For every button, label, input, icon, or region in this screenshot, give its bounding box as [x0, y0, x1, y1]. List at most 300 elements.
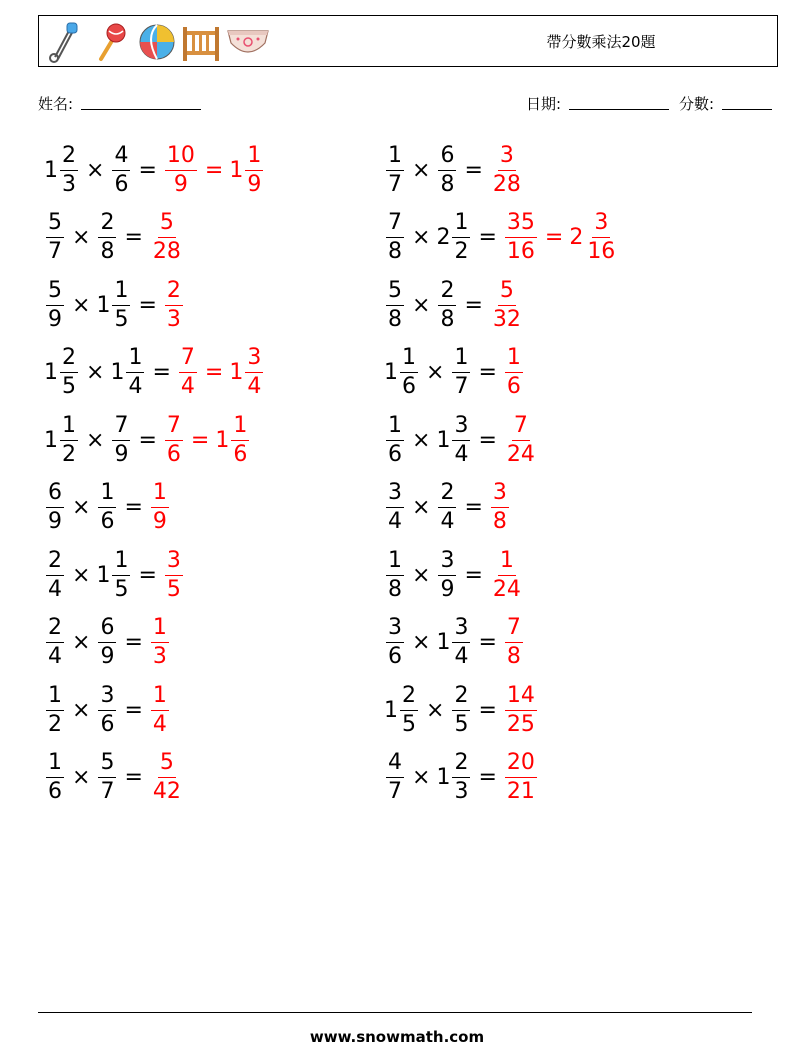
factor-a-number [384, 547, 406, 604]
answer [163, 142, 265, 199]
factor-a-denominator: 7 [388, 779, 402, 804]
factor-b-fraction [438, 547, 456, 604]
factor-a-number [384, 277, 406, 334]
factor-b-denominator: 9 [100, 644, 115, 669]
factor-b-numerator: 6 [438, 142, 456, 171]
beach-ball-icon [137, 21, 177, 63]
answer-denominator: 9 [173, 171, 188, 197]
factor-b-denominator: 8 [440, 306, 455, 332]
answer-fraction [505, 749, 537, 806]
factor-b-numerator: 3 [438, 547, 456, 576]
factor-b-numerator: 1 [126, 344, 144, 373]
answer-fraction [505, 614, 523, 671]
factor-a-whole: 1 [384, 360, 398, 385]
times-sign: × [412, 630, 431, 655]
header-box [38, 15, 778, 67]
factor-b-fraction [112, 277, 130, 334]
answer-numerator: 1 [505, 344, 523, 373]
factor-a-fraction [386, 547, 404, 604]
factor-a-number [384, 412, 406, 469]
problem-item [384, 203, 619, 273]
factor-b-fraction [112, 142, 130, 199]
answer-numerator: 35 [505, 209, 537, 238]
answer [503, 412, 539, 469]
factor-a-denominator: 6 [402, 374, 416, 399]
answer-number [163, 277, 185, 334]
factor-a-denominator: 7 [388, 171, 402, 197]
factor-a-number [44, 614, 66, 671]
equals-sign: = [478, 225, 497, 250]
factor-b-numerator: 2 [98, 209, 116, 238]
answer [163, 547, 185, 604]
factor-a-numerator: 1 [386, 547, 404, 576]
factor-b-numerator: 1 [452, 344, 470, 373]
answer-numerator: 1 [151, 479, 169, 508]
answer-denominator: 28 [152, 239, 181, 264]
factor-a-denominator: 2 [62, 441, 76, 467]
times-sign: × [86, 427, 105, 453]
equals-sign: = [478, 697, 497, 723]
equals-sign: = [124, 630, 143, 655]
answer-mixed-whole: 1 [215, 427, 230, 453]
factor-b-denominator: 8 [440, 171, 455, 197]
answer-number [503, 344, 525, 401]
answer [489, 277, 525, 334]
factor-a-fraction [386, 614, 404, 671]
factor-a-numerator: 1 [400, 344, 418, 373]
factor-a-denominator: 5 [62, 374, 76, 399]
factor-a-fraction [400, 682, 418, 739]
answer-equals-sign: = [544, 225, 564, 250]
times-sign: × [412, 495, 431, 520]
problem-item [44, 405, 251, 475]
problem-item [44, 743, 185, 813]
factor-b-number [110, 412, 132, 469]
factor-b-number [436, 209, 472, 266]
answer-fraction [165, 277, 183, 334]
factor-a-numerator: 5 [386, 277, 404, 306]
answer-denominator: 3 [152, 644, 167, 669]
factor-b-fraction [452, 614, 470, 671]
factor-b-number [450, 682, 472, 739]
factor-b-denominator: 4 [454, 644, 469, 669]
factor-a-fraction [386, 277, 404, 334]
factor-a-numerator: 2 [60, 142, 78, 171]
factor-b-whole: 1 [436, 765, 451, 790]
factor-a-whole: 1 [384, 697, 398, 723]
answer-fraction [151, 479, 169, 536]
name-label: 姓名: [38, 95, 74, 113]
problem-item [384, 743, 539, 813]
factor-b-numerator: 3 [452, 412, 470, 441]
factor-b-fraction [98, 479, 116, 536]
times-sign: × [72, 765, 91, 790]
answer-mixed-fraction [585, 209, 617, 266]
factor-a-numerator: 6 [46, 479, 64, 508]
answer-numerator: 1 [151, 614, 169, 643]
problem-item [44, 540, 185, 610]
answer-numerator: 3 [498, 142, 516, 171]
factor-a-denominator: 6 [388, 441, 402, 467]
factor-b-numerator: 2 [452, 749, 470, 778]
answer-number [503, 209, 539, 266]
answer-fraction [505, 682, 537, 739]
factor-b-fraction [112, 547, 130, 604]
equals-sign: = [138, 292, 157, 318]
factor-b-numerator: 3 [98, 682, 116, 711]
answer-fraction [505, 209, 537, 266]
factor-a-denominator: 7 [48, 239, 62, 264]
answer [177, 344, 265, 401]
answer-fraction [165, 142, 197, 199]
factor-b-denominator: 9 [440, 576, 455, 602]
answer-numerator: 1 [498, 547, 516, 576]
times-sign: × [412, 157, 431, 183]
factor-b-fraction [438, 277, 456, 334]
answer-number [149, 209, 185, 266]
factor-b-denominator: 5 [114, 576, 129, 602]
answer-fraction [505, 412, 537, 469]
factor-a-denominator: 9 [48, 509, 62, 534]
factor-b-fraction [452, 412, 470, 469]
factor-b-numerator: 2 [438, 479, 456, 508]
factor-a-fraction [386, 209, 404, 266]
answer-equals-sign: = [190, 427, 210, 453]
answer-numerator: 1 [151, 682, 169, 711]
name-blank[interactable] [81, 95, 201, 110]
answer-numerator: 7 [512, 412, 530, 441]
answer-numerator: 10 [165, 142, 197, 171]
factor-a-number [44, 749, 66, 806]
answer [149, 682, 171, 739]
factor-a-denominator: 6 [48, 779, 62, 804]
factor-a-number [44, 479, 66, 536]
factor-b-denominator: 3 [454, 779, 469, 804]
problem-item [44, 608, 171, 678]
answer-fraction [165, 412, 183, 469]
date-field [526, 93, 669, 114]
answer-numerator: 14 [505, 682, 537, 711]
factor-b-number [96, 277, 132, 334]
answer-mixed-fraction [245, 344, 263, 401]
answer-fraction [491, 277, 523, 334]
problem-item [44, 675, 171, 745]
answer-denominator: 6 [166, 441, 181, 467]
factor-b-fraction [98, 682, 116, 739]
factor-a-fraction [386, 479, 404, 536]
factor-a-denominator: 4 [48, 576, 62, 602]
factor-b-denominator: 9 [114, 441, 129, 467]
answer-number [163, 412, 185, 469]
equals-sign: = [124, 225, 143, 250]
answer-number [149, 749, 185, 806]
problem-item [44, 338, 265, 408]
answer-mixed-denominator: 16 [587, 239, 616, 264]
answer-denominator: 24 [506, 441, 535, 467]
factor-b-whole: 1 [96, 292, 111, 318]
answer-fraction [151, 682, 169, 739]
answer-denominator: 4 [180, 374, 195, 399]
factor-a-fraction [46, 209, 64, 266]
problem-item [44, 473, 171, 543]
factor-b-fraction [438, 479, 456, 536]
answer-numerator: 3 [165, 547, 183, 576]
problem-item [384, 675, 539, 745]
answer-fraction [491, 479, 509, 536]
factor-b-fraction [98, 749, 116, 806]
answer [149, 209, 185, 266]
answer-fraction [491, 547, 523, 604]
answer-denominator: 8 [492, 509, 507, 534]
times-sign: × [72, 495, 91, 520]
factor-b-fraction [452, 209, 470, 266]
factor-b-numerator: 3 [452, 614, 470, 643]
factor-a-number [44, 547, 66, 604]
answer-numerator: 5 [158, 749, 176, 778]
factor-b-numerator: 2 [452, 682, 470, 711]
factor-a-denominator: 3 [62, 171, 76, 197]
answer [489, 547, 525, 604]
factor-b-numerator: 1 [112, 277, 130, 306]
answer-fraction [491, 142, 523, 199]
factor-a-number [44, 344, 80, 401]
answer-mixed-number [229, 142, 265, 199]
factor-b-denominator: 4 [128, 374, 143, 399]
answer [503, 614, 525, 671]
times-sign: × [86, 360, 105, 385]
factor-a-number [44, 142, 80, 199]
factor-a-fraction [46, 682, 64, 739]
factor-b-numerator: 1 [112, 547, 130, 576]
answer-number [503, 614, 525, 671]
answer [489, 142, 525, 199]
factor-a-numerator: 2 [46, 547, 64, 576]
answer-numerator: 3 [491, 479, 509, 508]
factor-a-numerator: 2 [400, 682, 418, 711]
answer-mixed-whole: 1 [229, 360, 244, 385]
answer-denominator: 3 [166, 306, 181, 332]
answer-mixed-denominator: 6 [233, 441, 248, 467]
factor-a-fraction [60, 344, 78, 401]
equals-sign: = [124, 697, 143, 723]
score-label: 分數: [679, 95, 715, 113]
factor-a-number [44, 277, 66, 334]
factor-b-denominator: 7 [100, 779, 115, 804]
answer-fraction [179, 344, 197, 401]
factor-a-number [384, 614, 406, 671]
score-blank[interactable] [722, 95, 772, 110]
answer-numerator: 7 [165, 412, 183, 441]
factor-a-numerator: 1 [46, 682, 64, 711]
answer-numerator: 7 [179, 344, 197, 373]
problem-item [384, 608, 525, 678]
times-sign: × [72, 225, 91, 250]
answer [149, 479, 171, 536]
factor-a-denominator: 8 [388, 576, 402, 602]
factor-a-numerator: 5 [46, 209, 64, 238]
answer-denominator: 5 [166, 576, 181, 602]
answer-number [489, 142, 525, 199]
footer-website: www.snowmath.com [309, 1028, 485, 1046]
safety-pin-icon [47, 21, 81, 63]
answer-equals-sign: = [204, 157, 224, 183]
answer-numerator: 5 [498, 277, 516, 306]
problem-item [384, 473, 511, 543]
answer-fraction [151, 209, 183, 266]
answer-numerator: 2 [165, 277, 183, 306]
name-field [38, 93, 201, 114]
factor-a-numerator: 3 [386, 614, 404, 643]
factor-a-fraction [46, 547, 64, 604]
problem-item [384, 338, 525, 408]
factor-a-number [384, 209, 406, 266]
answer-denominator: 8 [506, 644, 521, 669]
factor-a-whole: 1 [44, 360, 58, 385]
diaper-icon [225, 21, 271, 63]
times-sign: × [426, 360, 445, 385]
factor-b-number [110, 142, 132, 199]
factor-a-number [384, 682, 420, 739]
answer [163, 412, 251, 469]
factor-b-number [436, 547, 458, 604]
factor-a-denominator: 8 [388, 306, 402, 332]
answer-mixed-denominator: 9 [247, 171, 262, 197]
answer-number [489, 479, 511, 536]
factor-b-denominator: 5 [454, 711, 469, 737]
times-sign: × [72, 697, 91, 723]
answer-denominator: 24 [492, 576, 521, 602]
answer-mixed-numerator: 3 [245, 344, 263, 373]
factor-b-number [436, 479, 458, 536]
answer [163, 277, 185, 334]
answer [503, 682, 539, 739]
answer-numerator: 5 [158, 209, 176, 238]
times-sign: × [412, 427, 431, 453]
factor-a-fraction [386, 412, 404, 469]
answer-mixed-whole: 1 [229, 157, 244, 183]
factor-b-fraction [452, 344, 470, 401]
answer-number [149, 682, 171, 739]
factor-b-denominator: 4 [440, 509, 455, 534]
factor-a-numerator: 2 [60, 344, 78, 373]
factor-b-denominator: 6 [100, 509, 115, 534]
factor-b-numerator: 6 [98, 614, 116, 643]
problem-item [44, 203, 185, 273]
answer-number [489, 277, 525, 334]
answer-denominator: 4 [152, 711, 167, 737]
factor-a-fraction [60, 142, 78, 199]
equals-sign: = [138, 427, 157, 453]
times-sign: × [412, 562, 431, 588]
factor-a-numerator: 1 [60, 412, 78, 441]
answer [489, 479, 511, 536]
date-label: 日期: [526, 95, 562, 113]
answer-mixed-numerator: 3 [592, 209, 610, 238]
factor-b-numerator: 2 [438, 277, 456, 306]
factor-a-denominator: 4 [388, 509, 402, 534]
factor-b-numerator: 4 [112, 142, 130, 171]
equals-sign: = [464, 157, 483, 183]
answer-numerator: 20 [505, 749, 537, 778]
answer-denominator: 25 [506, 711, 535, 737]
answer-fraction [505, 344, 523, 401]
answer-fraction [165, 547, 183, 604]
equals-sign: = [138, 562, 157, 588]
answer-fraction [151, 614, 169, 671]
answer-equals-sign: = [204, 360, 224, 385]
factor-b-numerator: 1 [98, 479, 116, 508]
factor-a-number [384, 479, 406, 536]
factor-a-denominator: 9 [48, 306, 62, 332]
factor-a-numerator: 4 [386, 749, 404, 778]
equals-sign: = [464, 292, 483, 318]
factor-b-denominator: 6 [114, 171, 129, 197]
factor-a-number [384, 749, 406, 806]
factor-a-denominator: 2 [48, 711, 62, 737]
factor-b-number [450, 344, 472, 401]
times-sign: × [72, 562, 91, 588]
factor-b-numerator: 5 [98, 749, 116, 778]
answer-denominator: 21 [506, 779, 535, 804]
factor-b-number [436, 142, 458, 199]
factor-a-fraction [386, 142, 404, 199]
date-blank[interactable] [569, 95, 669, 110]
factor-a-whole: 1 [44, 157, 58, 183]
factor-b-whole: 1 [436, 630, 451, 655]
factor-b-numerator: 7 [112, 412, 130, 441]
answer-denominator: 6 [506, 374, 521, 399]
factor-b-whole: 1 [436, 427, 451, 453]
times-sign: × [72, 630, 91, 655]
factor-a-fraction [400, 344, 418, 401]
answer-mixed-fraction [245, 142, 263, 199]
answer-number [163, 142, 199, 199]
factor-b-denominator: 2 [454, 239, 469, 264]
answer-denominator: 9 [152, 509, 167, 534]
factor-a-fraction [46, 749, 64, 806]
score-field [679, 93, 772, 114]
factor-b-fraction [438, 142, 456, 199]
factor-b-number [96, 749, 118, 806]
factor-b-number [436, 277, 458, 334]
factor-b-fraction [126, 344, 144, 401]
times-sign: × [86, 157, 105, 183]
factor-b-number [96, 209, 118, 266]
rattle-icon [93, 21, 127, 63]
worksheet-title: 帶分數乘法20題 [546, 33, 656, 51]
answer [503, 344, 525, 401]
answer-fraction [151, 749, 183, 806]
factor-b-fraction [112, 412, 130, 469]
factor-b-denominator: 4 [454, 441, 469, 467]
answer-mixed-fraction [231, 412, 249, 469]
factor-a-numerator: 3 [386, 479, 404, 508]
answer-number [149, 479, 171, 536]
problem-item [44, 270, 185, 340]
answer [503, 749, 539, 806]
problem-item [384, 135, 525, 205]
factor-b-number [96, 682, 118, 739]
answer-number [149, 614, 171, 671]
factor-b-fraction [98, 614, 116, 671]
factor-b-number [110, 344, 146, 401]
factor-b-number [96, 547, 132, 604]
factor-b-denominator: 5 [114, 306, 129, 332]
answer [503, 209, 619, 266]
problem-item [384, 540, 525, 610]
equals-sign: = [478, 360, 497, 385]
factor-b-whole: 2 [436, 225, 451, 250]
